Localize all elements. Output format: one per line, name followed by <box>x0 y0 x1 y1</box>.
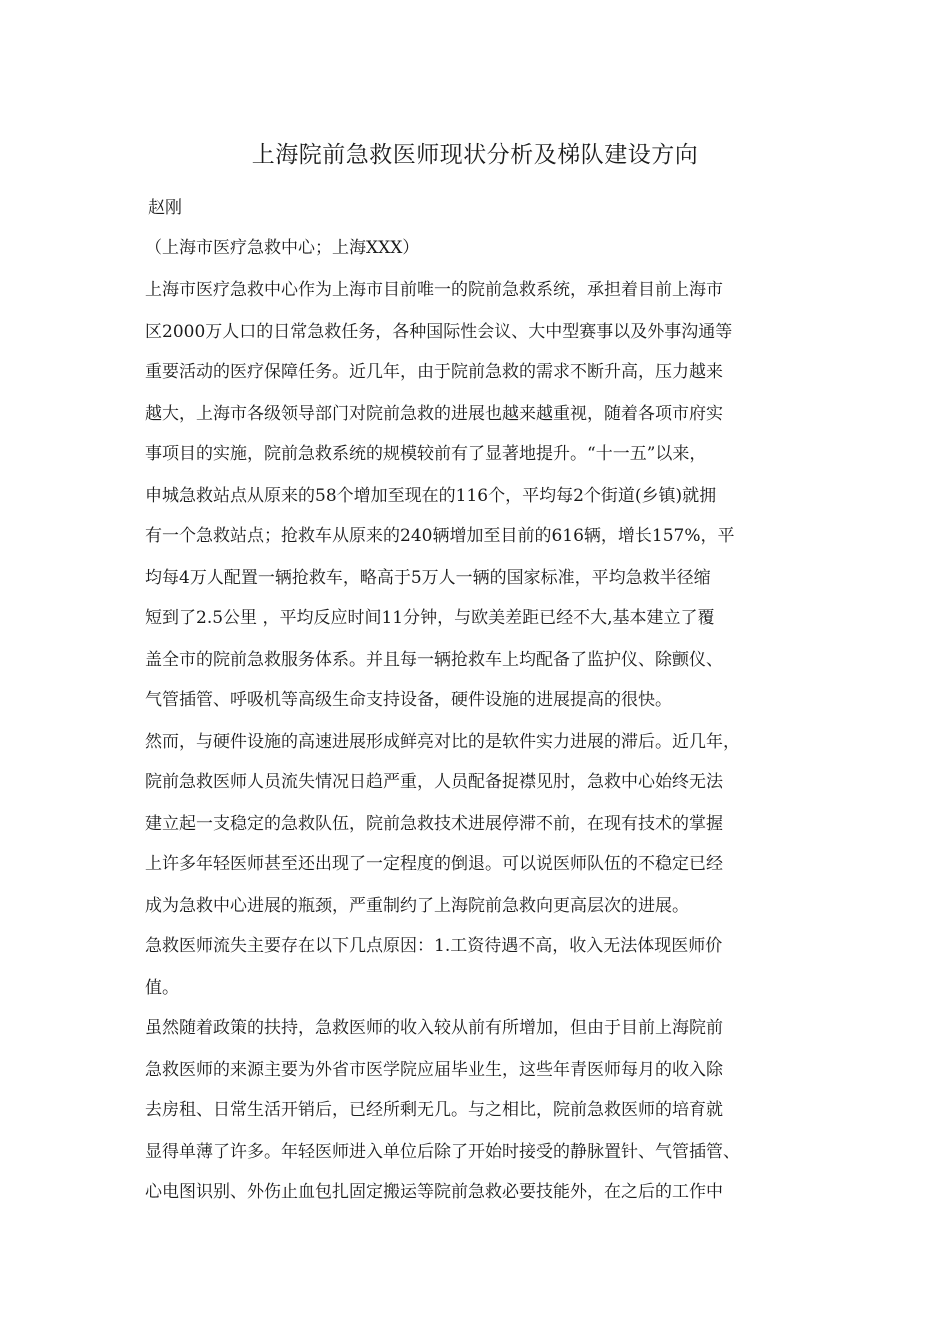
body-line: 心电图识别、外伤止血包扎固定搬运等院前急救必要技能外，在之后的工作中 <box>145 1182 723 1202</box>
body-line: 有一个急救站点；抢救车从原来的240辆增加至目前的616辆，增长157%，平 <box>145 526 735 546</box>
body-line: 虽然随着政策的扶持，急救医师的收入较从前有所增加，但由于目前上海院前 <box>145 1018 723 1038</box>
body-line: 院前急救医师人员流失情况日趋严重，人员配备捉襟见肘，急救中心始终无法 <box>145 772 723 792</box>
body-line: 盖全市的院前急救服务体系。并且每一辆抢救车上均配备了监护仪、除颤仪、 <box>145 650 723 670</box>
body-line: 去房租、日常生活开销后，已经所剩无几。与之相比，院前急救医师的培育就 <box>145 1100 723 1120</box>
body-line: 建立起一支稳定的急救队伍，院前急救技术进展停滞不前，在现有技术的掌握 <box>145 814 723 834</box>
body-line: 急救医师的来源主要为外省市医学院应届毕业生，这些年青医师每月的收入除 <box>145 1060 723 1080</box>
body-line: 成为急救中心进展的瓶颈，严重制约了上海院前急救向更高层次的进展。 <box>145 896 689 916</box>
body-line: 短到了2.5公里 ，平均反应时间11分钟，与欧美差距已经不大,基本建立了覆 <box>145 608 715 628</box>
body-line: 区2000万人口的日常急救任务，各种国际性会议、大中型赛事以及外事沟通等 <box>145 322 733 342</box>
body-line: 然而，与硬件设施的高速进展形成鲜亮对比的是软件实力进展的滞后。近几年， <box>145 732 740 752</box>
body-line: 上许多年轻医师甚至还出现了一定程度的倒退。可以说医师队伍的不稳定已经 <box>145 854 723 874</box>
author-name: 赵刚 <box>148 198 182 218</box>
body-line: 上海市医疗急救中心作为上海市目前唯一的院前急救系统，承担着目前上海市 <box>145 280 723 300</box>
body-line: 急救医师流失主要存在以下几点原因：1.工资待遇不高，收入无法体现医师价 <box>145 936 723 956</box>
body-line: 申城急救站点从原来的58个增加至现在的116个，平均每2个街道(乡镇)就拥 <box>145 486 717 506</box>
body-line: 事项目的实施，院前急救系统的规模较前有了显著地提升。“十一五”以来， <box>145 444 707 464</box>
body-line: 显得单薄了许多。年轻医师进入单位后除了开始时接受的静脉置针、气管插管、 <box>145 1142 740 1162</box>
body-line: 重要活动的医疗保障任务。近几年，由于院前急救的需求不断升高，压力越来 <box>145 362 723 382</box>
document-title: 上海院前急救医师现状分析及梯队建设方向 <box>251 142 699 168</box>
body-line: 越大，上海市各级领导部门对院前急救的进展也越来越重视，随着各项市府实 <box>145 404 723 424</box>
body-line: 均每4万人配置一辆抢救车，略高于5万人一辆的国家标准，平均急救半径缩 <box>145 568 711 588</box>
body-line: 值。 <box>145 978 179 998</box>
body-line: 气管插管、呼吸机等高级生命支持设备，硬件设施的进展提高的很快。 <box>145 690 672 710</box>
author-affiliation: （上海市医疗急救中心；上海XXX） <box>145 238 420 258</box>
